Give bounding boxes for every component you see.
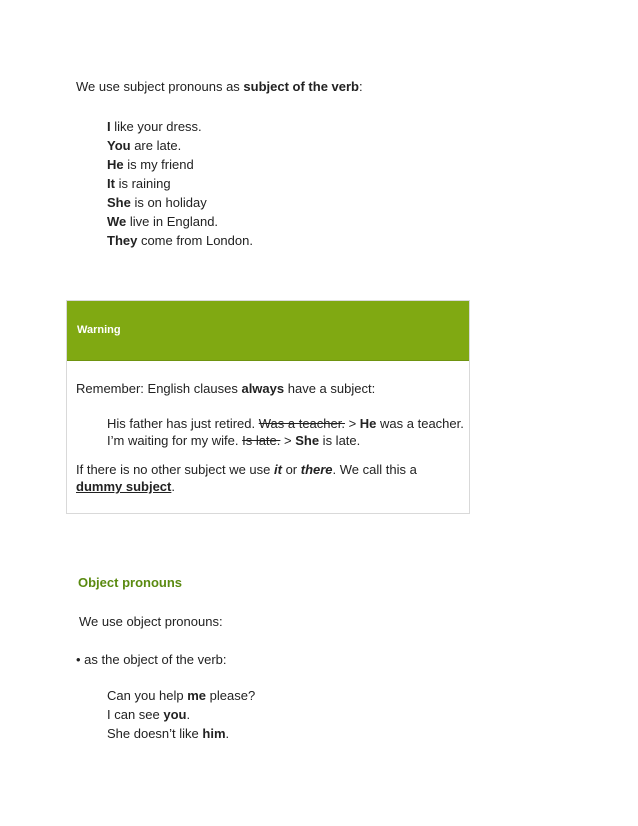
dummy-subject-note: If there is no other subject we use it or there. We call this a dummy subject. — [76, 462, 417, 494]
subject-examples-list — [107, 117, 253, 250]
subject-pronouns-intro: We use subject pronouns as subject of the verb: — [76, 79, 363, 94]
warning-title: Warning — [77, 324, 121, 336]
example-line: She is on holiday — [107, 195, 207, 210]
warning-rule: Remember: English clauses always have a subject: — [76, 381, 376, 396]
warning-header — [67, 301, 469, 361]
object-examples-list — [107, 686, 255, 743]
example-line: We live in England. — [107, 214, 219, 229]
example-line: You are late. — [107, 138, 182, 153]
object-bullet: • as the object of the verb: — [76, 652, 227, 667]
example-line: It is raining — [107, 176, 171, 191]
object-pronouns-heading: Object pronouns — [78, 575, 182, 590]
object-pronouns-intro: We use object pronouns: — [79, 614, 223, 629]
warning-example-1: His father has just retired. Was a teacher. > He was a teacher. — [107, 416, 464, 431]
example-line: They come from London. — [107, 233, 253, 248]
warning-example-2: I’m waiting for my wife. Is late. > She is late. — [107, 433, 361, 448]
warning-box — [66, 300, 470, 514]
example-line: I can see you. — [107, 707, 191, 722]
example-line: I like your dress. — [107, 119, 202, 134]
example-line: He is my friend — [107, 157, 194, 172]
example-line: She doesn’t like him. — [107, 726, 230, 741]
example-line: Can you help me please? — [107, 688, 256, 703]
